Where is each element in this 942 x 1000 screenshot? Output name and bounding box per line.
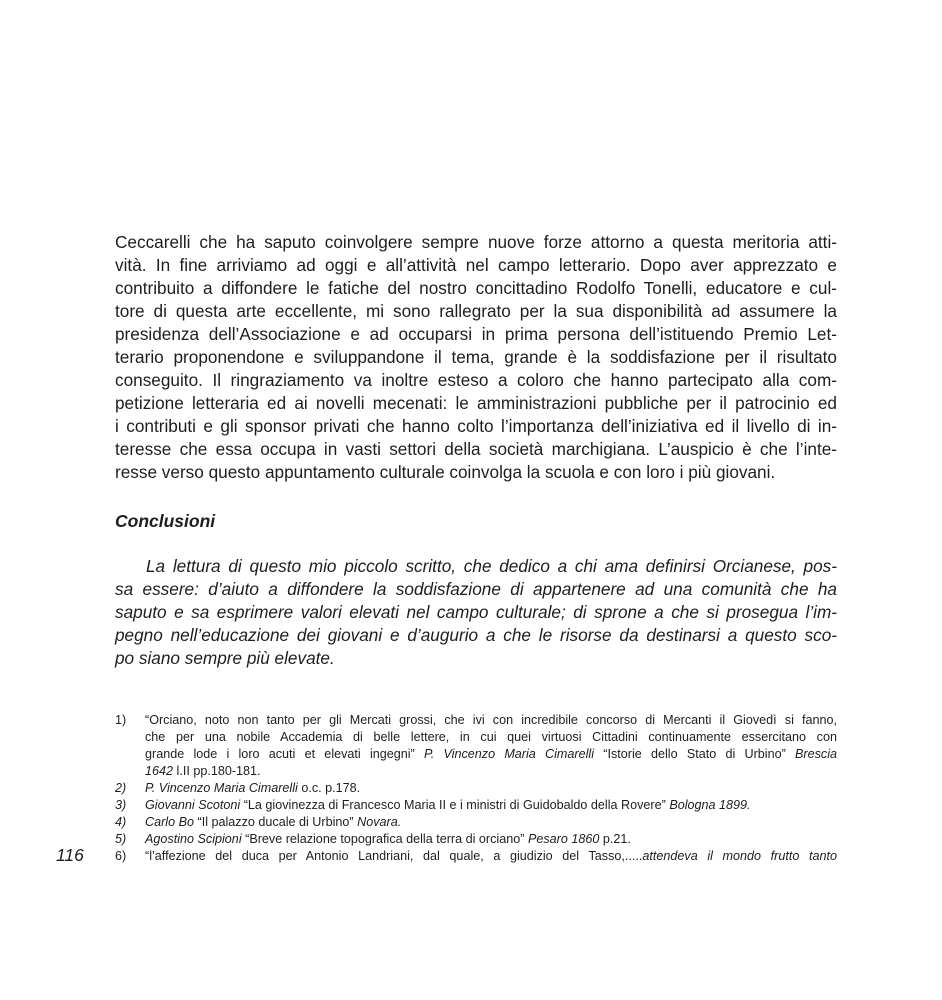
footnote-italic-run: P. Vincenzo Maria Cimarelli	[424, 747, 595, 761]
footnote-line	[145, 712, 837, 729]
footnote-text-run: o.c. p.178.	[297, 781, 361, 795]
footnote-text-run: che per una nobile Accademia di belle lettere, in cui quei virtuosi Cittadini continuamente essercitano con	[145, 730, 837, 744]
body-line: i contributi e gli sponsor privati che hanno colto l’importanza dell’iniziativa ed il livello di in-	[115, 416, 837, 436]
footnote-text-run: “La giovinezza di Francesco Maria II e i ministri di Guidobaldo della Rovere”	[240, 798, 670, 812]
footnote-text-run: l.II pp.180-181.	[173, 764, 261, 778]
footnote-line	[145, 831, 837, 848]
footnote-italic-run: Giovanni Scotoni	[145, 798, 241, 812]
footnote-italic-run: Agostino Scipioni	[145, 832, 242, 846]
footnote-italic-run: P. Vincenzo Maria Cimarelli	[145, 781, 298, 795]
footnote-line	[145, 763, 837, 780]
footnote-number: 6)	[115, 849, 127, 863]
footnote-line	[145, 814, 837, 831]
footnote-text-run: grande lode i loro acuti et elevati ingegni”	[145, 747, 424, 761]
footnote-text-run: “l’affezione del duca per Antonio Landriani, dal quale, a giudizio del Tasso,.....	[145, 849, 643, 863]
footnote-italic-run: Novara.	[357, 815, 402, 829]
footnote-text-run: “Orciano, noto non tanto per gli Mercati grossi, che ivi con incredibile concorso di Mercanti il Giovedì si fanno,	[145, 713, 837, 727]
conclusion-line: La lettura di questo mio piccolo scritto, che dedico a chi ama definirsi Orcianese, pos-	[146, 556, 837, 576]
body-line: conseguito. Il ringraziamento va inoltre esteso a coloro che hanno partecipato alla com-	[115, 370, 837, 390]
body-line: contribuito a diffondere le fatiche del nostro concittadino Rodolfo Tonelli, educatore e cul-	[115, 278, 837, 298]
footnote-italic-run: Carlo Bo	[145, 815, 194, 829]
footnote-number: 2)	[115, 781, 127, 795]
body-line: tore di questa arte eccellente, mi sono rallegrato per la sua disponibilità ad assumere la	[115, 301, 837, 321]
footnote-number: 3)	[115, 798, 127, 812]
conclusion-line: saputo e sa esprimere valori elevati nel campo culturale; di sprone a che si prosegua l’im-	[115, 602, 837, 622]
footnote-italic-run: Brescia	[795, 747, 838, 761]
body-line: resse verso questo appuntamento culturale coinvolga la scuola e con loro i più giovani.	[115, 462, 776, 482]
footnote-italic-run: 1642	[145, 764, 174, 778]
conclusion-line: pegno nell’educazione dei giovani e d’augurio a che le risorse da destinarsi a questo sco-	[115, 625, 837, 645]
footnote-line	[145, 797, 837, 814]
footnote-text-run: “Istorie dello Stato di Urbino”	[594, 747, 796, 761]
footnote-line	[145, 780, 837, 797]
footnote-number: 4)	[115, 815, 127, 829]
body-line: petizione letteraria ed ai novelli mecenati: le amministrazioni pubbliche per il patrocinio ed	[115, 393, 837, 413]
footnote-italic-run: Pesaro 1860	[527, 832, 600, 846]
footnote-italic-run: Bologna 1899.	[669, 798, 751, 812]
page-number: 116	[56, 845, 84, 865]
body-line: Ceccarelli che ha saputo coinvolgere sempre nuove forze attorno a questa meritoria atti-	[115, 232, 837, 252]
body-line: vità. In fine arriviamo ad oggi e all’attività nel campo letterario. Dopo aver apprezzato e	[115, 255, 837, 275]
body-line: presidenza dell’Associazione e ad occuparsi in prima persona dell’istituendo Premio Let-	[115, 324, 837, 344]
footnote-number: 5)	[115, 832, 127, 846]
footnote-text-run: p.21.	[599, 832, 631, 846]
footnote-italic-run: attendeva il mondo frutto tanto	[642, 849, 837, 863]
conclusion-line: po siano sempre più elevate.	[115, 648, 335, 668]
conclusion-line: sa essere: d’aiuto a diffondere la soddisfazione di appartenere ad una comunità che ha	[115, 579, 837, 599]
footnote-text-run: “Breve relazione topografica della terra di orciano”	[241, 832, 528, 846]
footnote-number: 1)	[115, 713, 127, 727]
footnote-text-run: “Il palazzo ducale di Urbino”	[194, 815, 358, 829]
footnote-line	[145, 848, 837, 865]
section-heading: Conclusioni	[115, 511, 216, 531]
footnote-line	[145, 746, 837, 763]
footnote-line	[145, 729, 837, 746]
body-line: teresse che essa occupa in vasti settori della società marchigiana. L’auspicio è che l’inte-	[115, 439, 837, 459]
body-line: terario proponendone e sviluppandone il tema, grande è la soddisfazione per il risultato	[115, 347, 837, 367]
